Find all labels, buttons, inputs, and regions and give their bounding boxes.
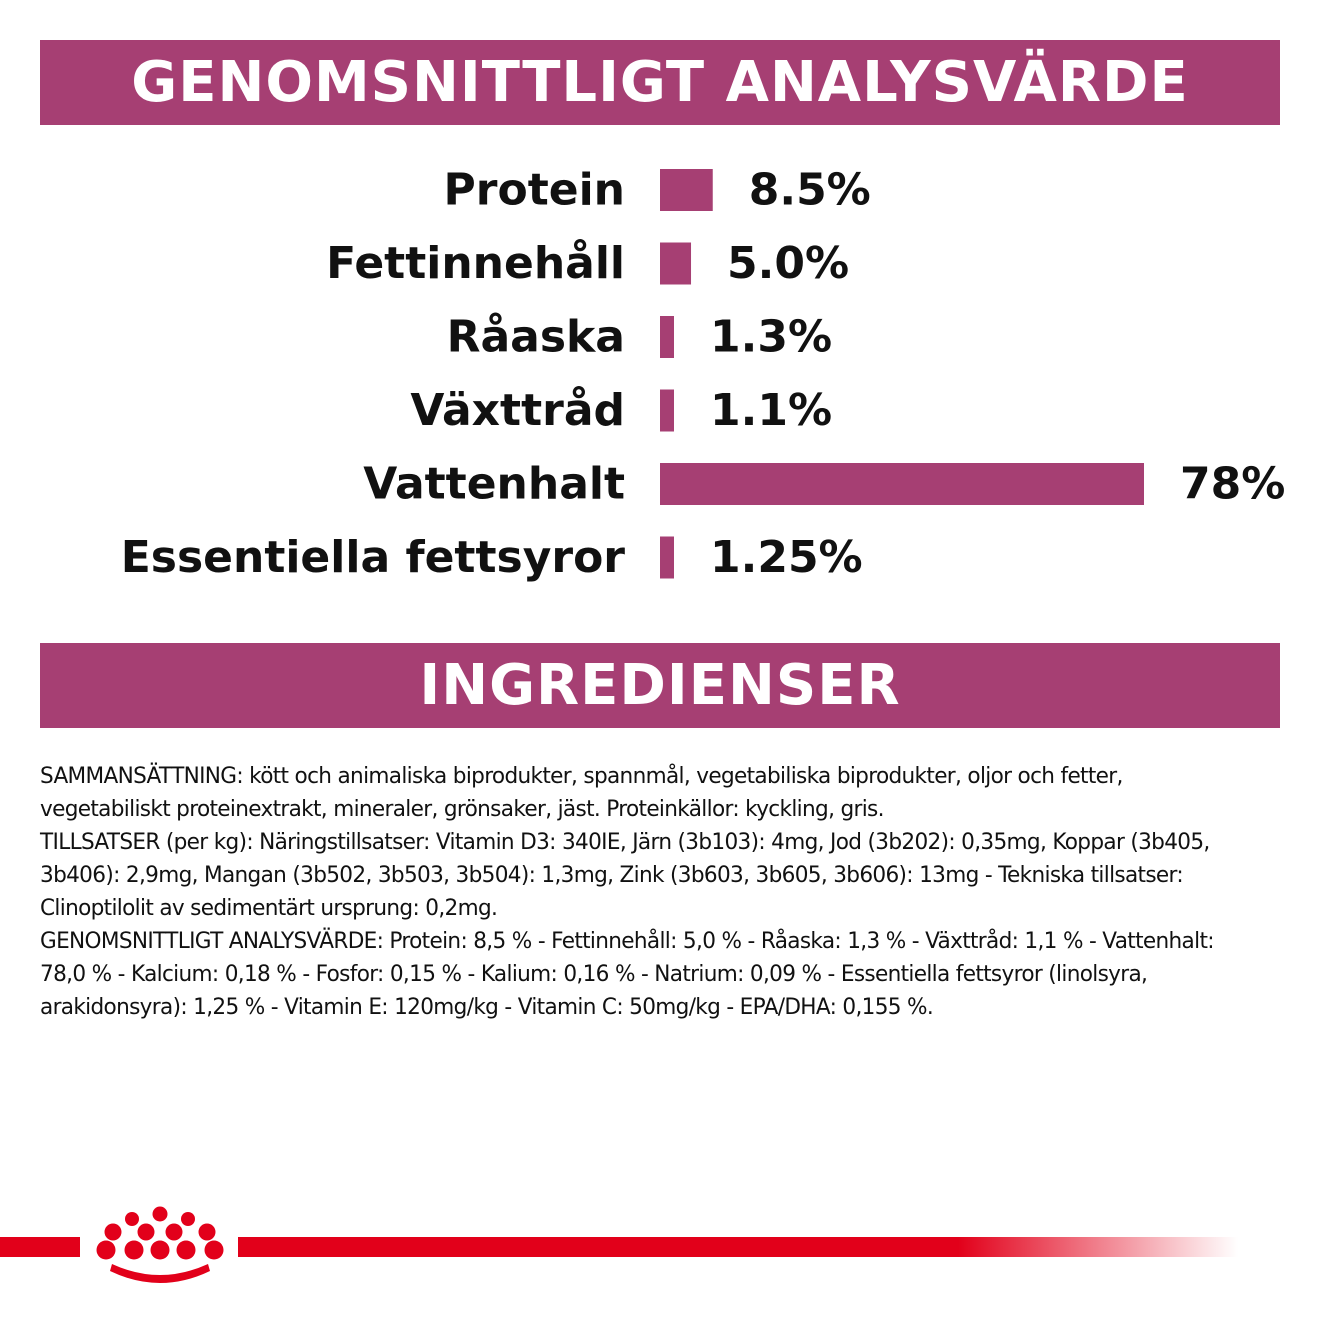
- ingredients-additives: TILLSATSER (per kg): Näringstillsatser: Vitamin D3: 340IE, Järn (3b103): 4mg, Jod (3b202): 0,35mg, Koppar (3b405, 3b406): 2,9mg, Mangan (3b502, 3b503, 3b504): 1,3mg, Zink (3b603, 3b605, 3b606): 13mg - Tekniska tillsatser: Clinoptilolit av sedimentärt ursprung: 0,2mg.: [40, 829, 1210, 921]
- category-label: Protein: [443, 164, 625, 216]
- nutrition-bar-chart: [0, 140, 1320, 610]
- bar: [660, 169, 713, 211]
- category-label: Essentiella fettsyror: [120, 532, 625, 583]
- value-label: 1.3%: [710, 311, 833, 363]
- footer-brand-strip: [0, 1200, 1320, 1300]
- value-label: 8.5%: [748, 164, 871, 216]
- footer-line-left: [0, 1237, 80, 1257]
- category-label: Fettinnehåll: [326, 238, 625, 289]
- analysis-heading-banner: [40, 40, 1280, 125]
- value-label: 1.25%: [710, 532, 863, 583]
- category-label: Växttråd: [410, 385, 625, 436]
- analysis-heading: GENOMSNITTLIGT ANALYSVÄRDE: [131, 50, 1189, 115]
- crown-logo-icon: [97, 1207, 224, 1284]
- category-label: Råaska: [446, 311, 625, 363]
- ingredients-heading: INGREDIENSER: [419, 653, 901, 718]
- bar: [660, 463, 1144, 505]
- footer-line-right: [238, 1237, 1238, 1257]
- bar: [660, 316, 674, 358]
- ingredients-composition: SAMMANSÄTTNING: kött och animaliska biprodukter, spannmål, vegetabiliska biprodukter, oljor och fetter, vegetabiliskt proteinextrakt, mineraler, grönsaker, jäst. Proteinkällor: kyckling, gris.: [40, 763, 1123, 822]
- bar: [660, 390, 674, 432]
- value-label: 1.1%: [710, 385, 833, 436]
- bar: [660, 243, 691, 285]
- bar: [660, 537, 674, 579]
- category-label: Vattenhalt: [363, 458, 625, 510]
- ingredients-text: [40, 760, 1240, 1024]
- value-label: 5.0%: [727, 238, 850, 289]
- ingredients-heading-banner: [40, 643, 1280, 728]
- value-label: 78%: [1180, 458, 1286, 510]
- ingredients-analysis: GENOMSNITTLIGT ANALYSVÄRDE: Protein: 8,5 % - Fettinnehåll: 5,0 % - Råaska: 1,3 % - Växttråd: 1,1 % - Vattenhalt: 78,0 % - Kalcium: 0,18 % - Fosfor: 0,15 % - Kalium: 0,16 % - Natrium: 0,09 % - Essentiella fettsyror (linolsyra, arakidonsyra): 1,25 % - Vitamin E: 120mg/kg - Vitamin C: 50mg/kg - EPA/DHA: 0,155 %.: [40, 928, 1214, 1020]
